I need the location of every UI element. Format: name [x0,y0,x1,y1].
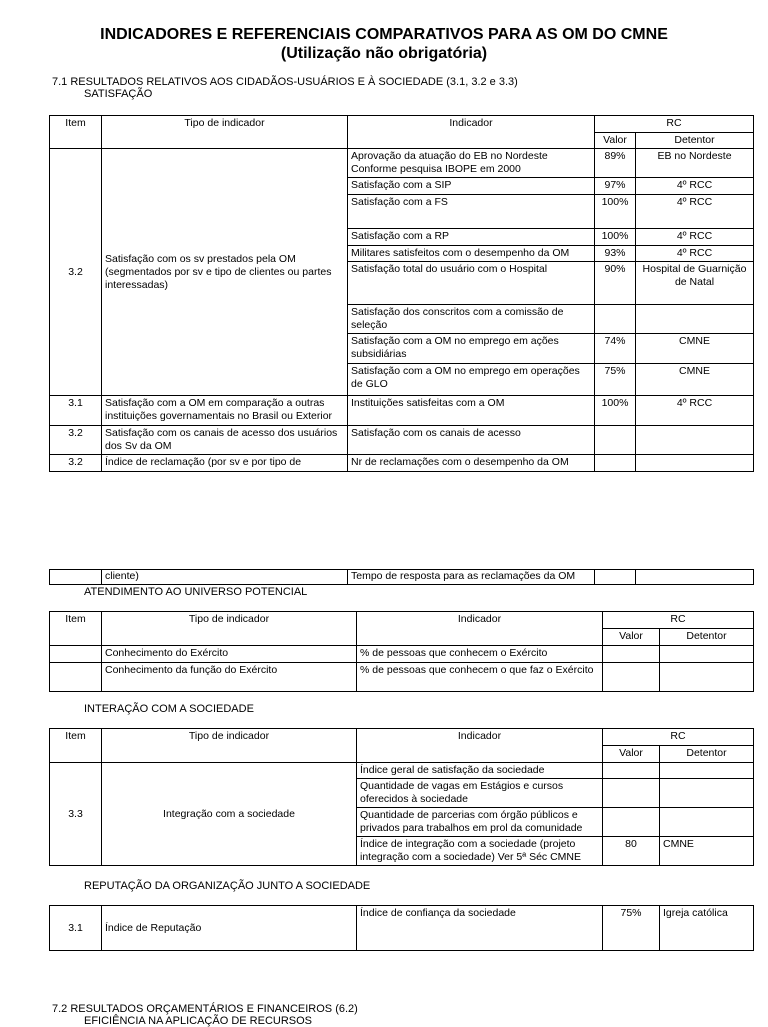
valor-cell [595,426,636,455]
col-header-tipo: Tipo de indicador [102,729,357,763]
indicador-cell: Satisfação com a OM no emprego em operações de GLO [348,364,595,396]
group-item-cell: 3.2 [50,149,102,396]
indicador-cell: Quantidade de parcerias com órgão públicos e privados para trabalhos em prol da comunidade [357,808,603,837]
indicador-cell: % de pessoas que conhecem o que faz o Exército [357,663,603,692]
indicador-cell: Satisfação com a OM no emprego em ações subsidiárias [348,334,595,364]
page-title: INDICADORES E REFERENCIAIS COMPARATIVOS PARA AS OM DO CMNE [100,26,668,43]
col-header-detentor: Detentor [660,629,754,646]
interacao-table [49,728,754,866]
indicador-cell: Índice de confiança da sociedade [357,906,603,951]
table-row [50,149,754,178]
item-cell: 3.2 [50,455,102,472]
reputacao-table [49,905,754,951]
item-cell: 3.1 [50,396,102,426]
col-header-detentor: Detentor [660,746,754,763]
tipo-cell: Conhecimento do Exército [102,646,357,663]
col-header-item: Item [50,612,102,646]
detentor-cell [636,305,754,334]
col-header-valor: Valor [603,629,660,646]
continuation-table [49,569,754,585]
detentor-cell: 4º RCC [636,229,754,246]
col-header-tipo: Tipo de indicador [102,116,348,149]
detentor-cell: 4º RCC [636,195,754,229]
detentor-cell: 4º RCC [636,178,754,195]
indicador-cell: Satisfação dos conscritos com a comissão de seleção [348,305,595,334]
indicador-cell: % de pessoas que conhecem o Exército [357,646,603,663]
section-heading-7-2: 7.2 RESULTADOS ORÇAMENTÁRIOS E FINANCEIROS (6.2) [52,1003,358,1015]
indicador-cell: Militares satisfeitos com o desempenho da OM [348,246,595,262]
valor-cell: 100% [595,195,636,229]
subsection-interacao: INTERAÇÃO COM A SOCIEDADE [84,703,254,715]
subsection-atendimento: ATENDIMENTO AO UNIVERSO POTENCIAL [84,586,308,598]
item-cell: 3.1 [50,906,102,951]
col-header-tipo: Tipo de indicador [102,612,357,646]
group-tipo-cell: Satisfação com os sv prestados pela OM (segmentados por sv e tipo de clientes ou partes interessadas) [102,149,348,396]
group-item-cell: 3.3 [50,763,102,866]
valor-cell: 100% [595,229,636,246]
tipo-cell: Satisfação com a OM em comparação a outras instituições governamentais no Brasil ou Exterior [102,396,348,426]
valor-cell [603,763,660,779]
detentor-cell: Hospital de Guarnição de Natal [636,262,754,305]
valor-cell [595,305,636,334]
col-header-indicador: Indicador [357,729,603,763]
indicador-cell: Satisfação total do usuário com o Hospital [348,262,595,305]
detentor-cell: CMNE [660,837,754,866]
valor-cell [603,779,660,808]
col-header-indicador: Indicador [348,116,595,149]
detentor-cell: EB no Nordeste [636,149,754,178]
valor-cell: 100% [595,396,636,426]
valor-cell: 74% [595,334,636,364]
detentor-cell [660,808,754,837]
atendimento-table [49,611,754,692]
table-row [50,570,754,585]
valor-cell: 93% [595,246,636,262]
table-row [50,763,754,779]
detentor-cell: CMNE [636,364,754,396]
indicador-cell: Quantidade de vagas em Estágios e cursos oferecidos à sociedade [357,779,603,808]
detentor-cell: CMNE [636,334,754,364]
indicador-cell: Instituições satisfeitas com a OM [348,396,595,426]
detentor-cell: 4º RCC [636,396,754,426]
table-row [50,906,754,951]
valor-cell: 80 [603,837,660,866]
satisfacao-table [49,115,754,472]
detentor-cell [660,779,754,808]
indicador-cell: Nr de reclamações com o desempenho da OM [348,455,595,472]
indicador-cell: Satisfação com a SIP [348,178,595,195]
indicador-cell: Índice de integração com a sociedade (projeto integração com a sociedade) Ver 5ª Séc CMNE [357,837,603,866]
indicador-cell: Satisfação com os canais de acesso [348,426,595,455]
valor-cell: 97% [595,178,636,195]
col-header-valor: Valor [603,746,660,763]
table-row [50,396,754,426]
tipo-cell: Conhecimento da função do Exército [102,663,357,692]
detentor-cell: 4º RCC [636,246,754,262]
col-header-item: Item [50,729,102,763]
col-header-rc: RC [603,729,754,746]
col-header-indicador: Indicador [357,612,603,646]
detentor-cell [660,763,754,779]
tipo-cell: cliente) [102,570,348,585]
detentor-cell [636,455,754,472]
col-header-valor: Valor [595,133,636,149]
detentor-cell [636,426,754,455]
table-row [50,426,754,455]
indicador-cell: Tempo de resposta para as reclamações da OM [348,570,595,585]
page-subtitle: (Utilização não obrigatória) [280,45,488,62]
col-header-detentor: Detentor [636,133,754,149]
valor-cell [603,808,660,837]
table-row [50,455,754,472]
valor-cell [595,455,636,472]
indicador-cell: Índice geral de satisfação da sociedade [357,763,603,779]
valor-cell: 90% [595,262,636,305]
col-header-rc: RC [603,612,754,629]
tipo-cell: Satisfação com os canais de acesso dos usuários dos Sv da OM [102,426,348,455]
group-tipo-cell: Integração com a sociedade [102,763,357,866]
section-heading-7-1: 7.1 RESULTADOS RELATIVOS AOS CIDADÃOS-USUÁRIOS E À SOCIEDADE (3.1, 3.2 e 3.3) [52,76,518,88]
valor-cell: 75% [603,906,660,951]
table-row [50,646,754,663]
item-cell: 3.2 [50,426,102,455]
valor-cell: 89% [595,149,636,178]
indicador-cell: Satisfação com a FS [348,195,595,229]
indicador-cell: Satisfação com a RP [348,229,595,246]
valor-cell: 75% [595,364,636,396]
subsection-satisfacao: SATISFAÇÃO [84,88,153,100]
col-header-item: Item [50,116,102,149]
tipo-cell: Índice de reclamação (por sv e por tipo de [102,455,348,472]
detentor-cell: Igreja católica [660,906,754,951]
table-row [50,663,754,692]
subsection-eficiencia: EFICIÊNCIA NA APLICAÇÃO DE RECURSOS [84,1015,313,1027]
col-header-rc: RC [595,116,754,133]
tipo-cell: Índice de Reputação [102,906,357,951]
subsection-reputacao: REPUTAÇÃO DA ORGANIZAÇÃO JUNTO A SOCIEDADE [84,880,371,892]
indicador-cell: Aprovação da atuação do EB no Nordeste Conforme pesquisa IBOPE em 2000 [348,149,595,178]
